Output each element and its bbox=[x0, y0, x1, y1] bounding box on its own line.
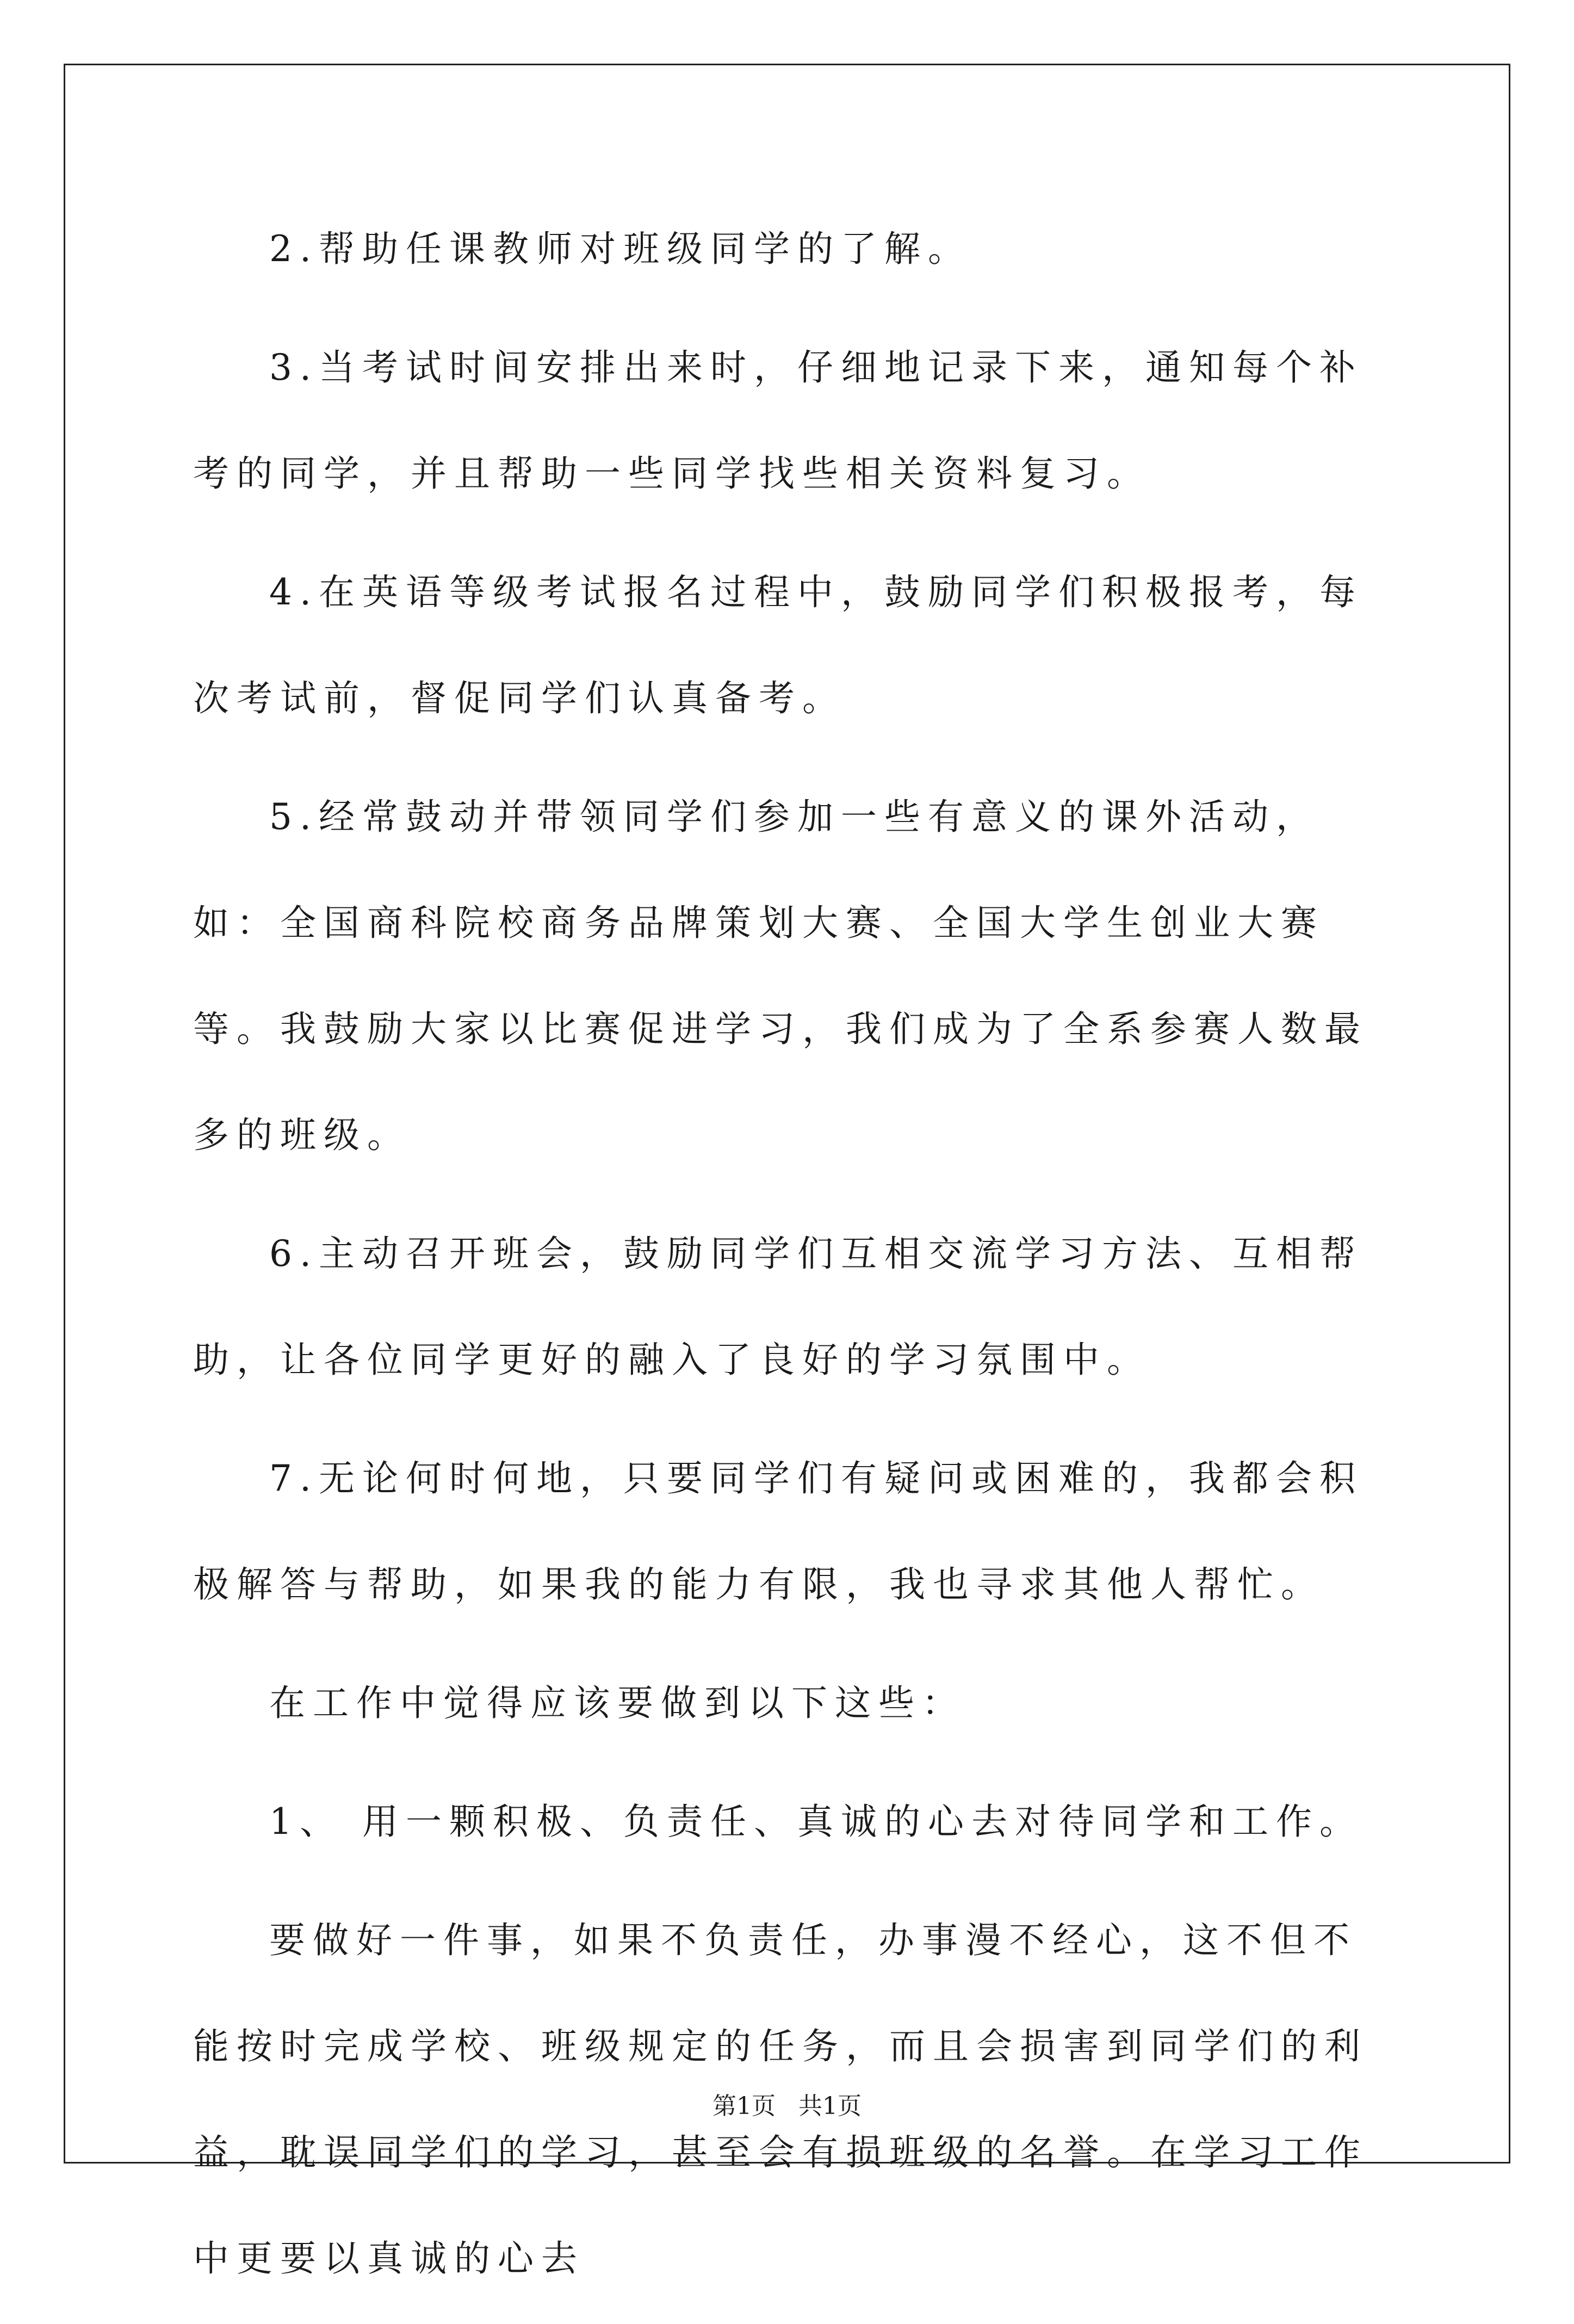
point-1-body: 要做好一件事，如果不负责任，办事漫不经心，这不但不能按时完成学校、班级规定的任务，而且会损害到同学们的利益，耽误同学们的学习，甚至会有损班级的名誉。在学习工作中更要以真诚的心去 bbox=[193, 1919, 1368, 2279]
paragraph-5: 5.经常鼓动并带领同学们参加一些有意义的课外活动，如：全国商科院校商务品牌策划大赛、全国大学生创业大赛等。我鼓励大家以比赛促进学习，我们成为了全系参赛人数最多的班级。 bbox=[193, 796, 1368, 1156]
paragraph-2: 2.帮助任课教师对班级同学的了解。 bbox=[269, 228, 971, 270]
paragraph-7: 7.无论何时何地，只要同学们有疑问或困难的，我都会积极解答与帮助，如果我的能力有限，我也寻求其他人帮忙。 bbox=[193, 1457, 1363, 1605]
paragraph-6: 6.主动召开班会，鼓励同学们互相交流学习方法、互相帮助，让各位同学更好的融入了良好的学习氛围中。 bbox=[193, 1233, 1363, 1381]
page-footer: 第1页 共1页 bbox=[712, 2092, 862, 2120]
paragraph-3: 3.当考试时间安排出来时，仔细地记录下来，通知每个补考的同学，并且帮助一些同学找些相关资料复习。 bbox=[193, 347, 1363, 495]
section-intro: 在工作中觉得应该要做到以下这些： bbox=[269, 1682, 965, 1724]
document-body bbox=[193, 196, 1390, 2324]
point-1: 1、 用一颗积极、负责任、真诚的心去对待同学和工作。 bbox=[269, 1801, 1363, 1843]
paragraph-4: 4.在英语等级考试报名过程中，鼓励同学们积极报考，每次考试前，督促同学们认真备考。 bbox=[193, 571, 1363, 719]
